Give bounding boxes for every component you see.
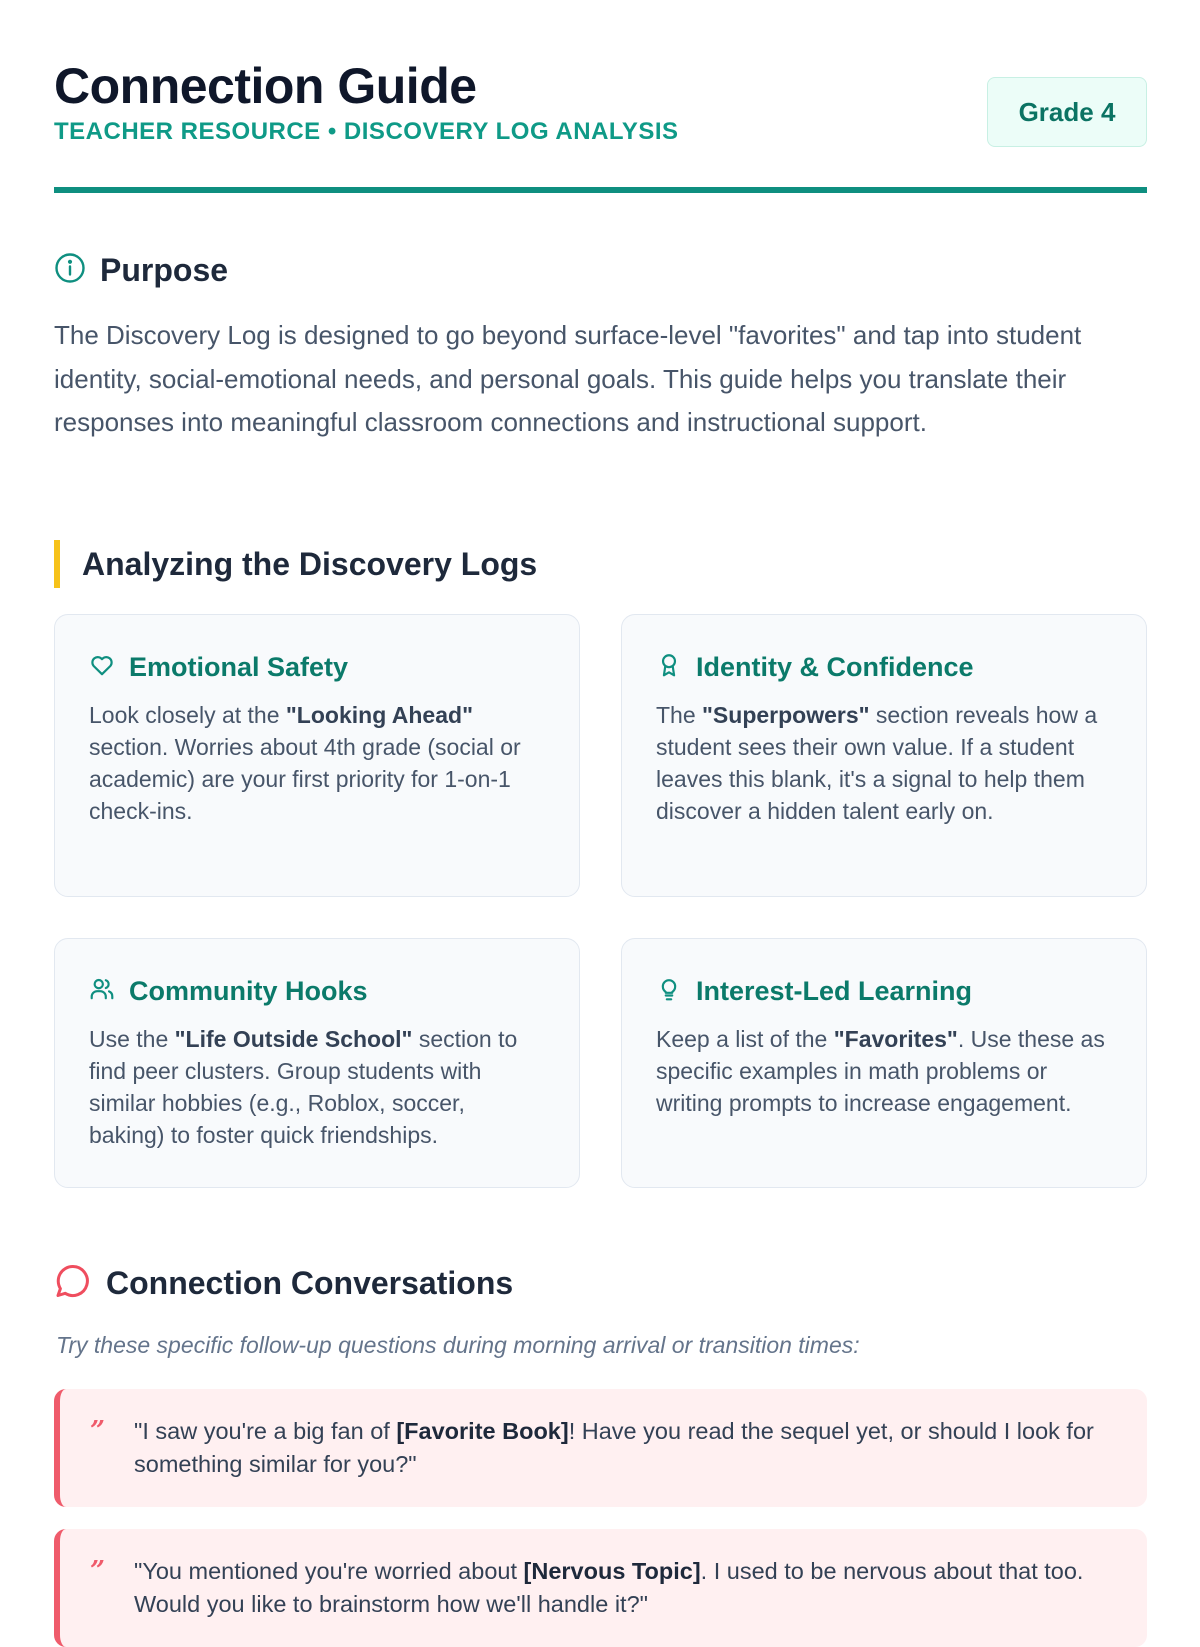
header [54, 56, 1147, 193]
conversations-heading [54, 1261, 513, 1305]
speech-bubble-icon [54, 1262, 92, 1305]
page-title: Connection Guide [54, 58, 477, 114]
card-title: Community Hooks [129, 975, 368, 1006]
card-interest-led-learning [621, 938, 1147, 1188]
card-text: Use the "Life Outside School" section to find peer clusters. Group students with similar hobbies (e.g., Roblox, soccer, baking) to foster quick friendships. [89, 1026, 518, 1148]
conversations-intro: Try these specific follow-up questions during morning arrival or transition times: [56, 1332, 860, 1358]
lightbulb-icon [656, 976, 682, 1007]
quote-icon: ” [90, 1556, 105, 1586]
card-text: Keep a list of the "Favorites". Use these as specific examples in math problems or writing prompts to increase engagement. [656, 1026, 1105, 1116]
award-icon [656, 652, 682, 683]
card-emotional-safety [54, 614, 580, 897]
card-title: Interest-Led Learning [696, 975, 973, 1006]
heart-icon [89, 652, 115, 683]
quote-card: ” "You mentioned you're worried about [Nervous Topic]. I used to be nervous about that too. Would you like to brainstorm how we'll handle it?" [54, 1529, 1147, 1647]
card-text: Look closely at the "Looking Ahead" section. Worries about 4th grade (social or academic) are your first priority for 1-on-1 check-ins. [89, 702, 521, 824]
purpose-heading [54, 250, 228, 290]
grade-badge: Grade 4 [987, 77, 1147, 147]
info-icon [54, 252, 86, 289]
purpose-heading-text: Purpose [100, 251, 229, 288]
card-community-hooks [54, 938, 580, 1188]
conversations-heading-text: Connection Conversations [106, 1264, 514, 1301]
card-identity-confidence [621, 614, 1147, 897]
card-text: The "Superpowers" section reveals how a student sees their own value. If a student leaves this blank, it's a signal to help them discover a hidden talent early on. [656, 702, 1098, 824]
card-title: Emotional Safety [129, 651, 349, 682]
card-title: Identity & Confidence [696, 651, 974, 682]
analyzing-heading: Analyzing the Discovery Logs [54, 540, 537, 588]
purpose-text: The Discovery Log is designed to go beyond surface-level "favorites" and tap into student identity, social-emotional needs, and personal goals. This guide helps you translate their responses into meaningful classroom connections and instructional support. [54, 320, 1082, 437]
quote-card: ” "I saw you're a big fan of [Favorite Book]! Have you read the sequel yet, or should I look for something similar for you?" [54, 1389, 1147, 1507]
users-icon [89, 976, 115, 1007]
page-subtitle: TEACHER RESOURCE • DISCOVERY LOG ANALYSIS [54, 118, 679, 145]
quote-icon: ” [90, 1416, 105, 1446]
